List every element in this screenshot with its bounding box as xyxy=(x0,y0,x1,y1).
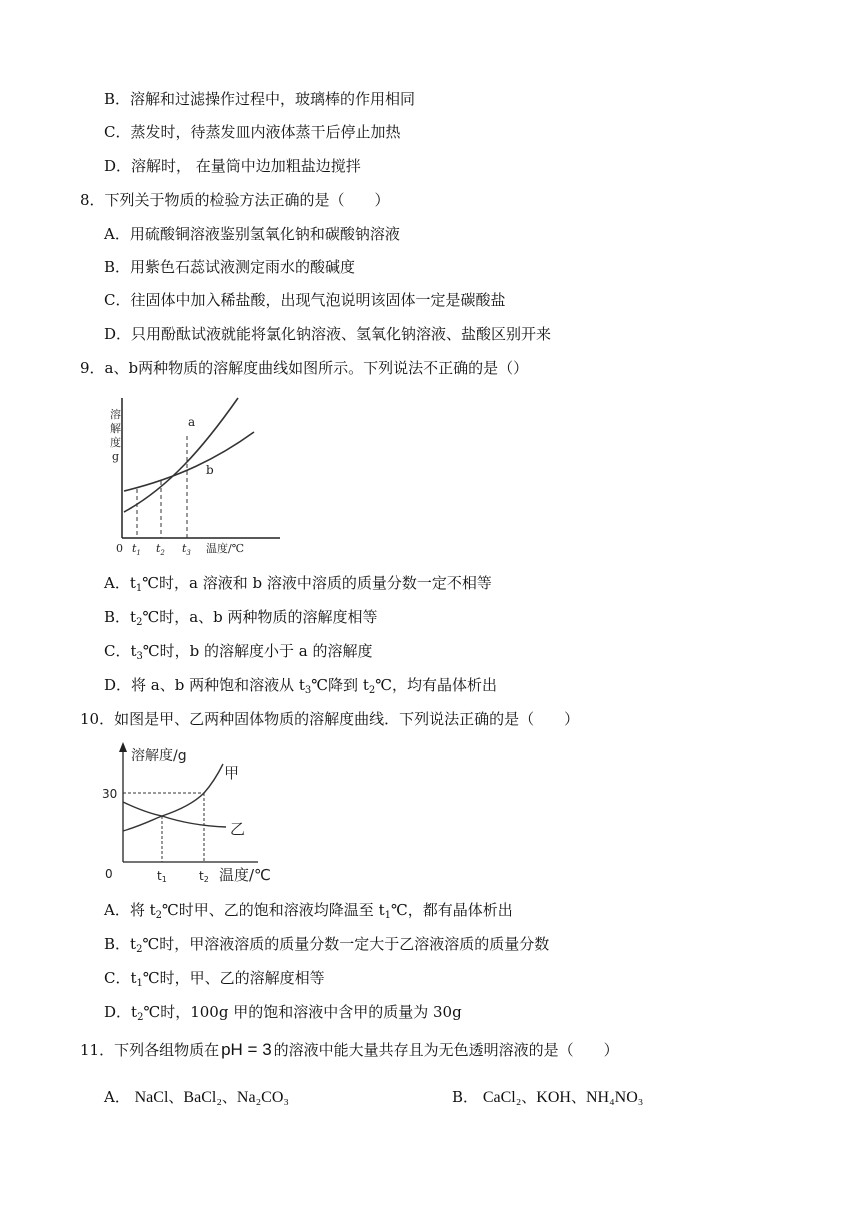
q9-ylabel-1: 溶 xyxy=(110,408,121,421)
q9-curve-b xyxy=(124,432,254,491)
q8-option-a: A．用硫酸铜溶液鉴别氢氧化钠和碳酸钠溶液 xyxy=(104,225,400,243)
q9-option-c: C．$t_3℃$时，b 的溶解度小于 a 的溶解度 xyxy=(104,642,373,662)
q11-stem: 11．下列各组物质在 pH = 3 的溶液中能大量共存且为无色透明溶液的是（ ） xyxy=(80,1040,619,1059)
q9-solubility-figure xyxy=(108,388,288,560)
q10-curve-jia xyxy=(123,764,223,831)
q10-option-d: D．$t_2℃$时，100g 甲的饱和溶液中含甲的质量为 30g xyxy=(104,1003,462,1023)
q10-option-b: B．$t_2℃$时，甲溶液溶质的质量分数一定大于乙溶液溶质的质量分数 xyxy=(104,935,550,955)
q10-option-c: C．$t_1℃$时，甲、乙的溶解度相等 xyxy=(104,969,325,989)
q10-stem: 10．如图是甲、乙两种固体物质的溶解度曲线．下列说法正确的是（ ） xyxy=(80,710,580,728)
q9-ylabel-3: 度 xyxy=(110,436,121,449)
q7-option-b: B．溶解和过滤操作过程中，玻璃棒的作用相同 xyxy=(104,90,416,108)
q9-ylabel-4: g xyxy=(112,450,120,463)
q10-tick-t2: t2 xyxy=(199,869,209,884)
q11-option-b: B． CaCl₂、KOH、NH₄NO₃ xyxy=(452,1088,644,1106)
q8-option-d: D．只用酚酞试液就能将氯化钠溶液、氢氧化钠溶液、盐酸区别开来 xyxy=(104,325,552,343)
q9-origin: 0 xyxy=(116,542,123,555)
q9-curve-a xyxy=(124,398,238,512)
q9-option-d: D．将 a、b 两种饱和溶液从 $t_3℃$降到 $t_2℃$，均有晶体析出 xyxy=(104,676,498,696)
q10-label-yi: 乙 xyxy=(230,820,246,838)
q8-option-b: B．用紫色石蕊试液测定雨水的酸碱度 xyxy=(104,258,356,276)
q9-tick-t1: $t_1$ xyxy=(132,542,141,557)
q11-option-a: A． NaCl、BaCl₂、Na₂CO₃ xyxy=(104,1088,289,1106)
q9-xlabel: 温度/℃ xyxy=(206,542,245,555)
q10-y-arrow xyxy=(119,742,127,752)
q10-origin: 0 xyxy=(105,867,113,881)
q9-tick-t2: $t_2$ xyxy=(156,542,165,557)
q10-ylabel: 溶解度/g xyxy=(131,748,187,764)
q10-y-30: 30 xyxy=(102,787,118,801)
q10-xlabel: 温度/℃ xyxy=(219,866,271,884)
q7-option-d: D．溶解时， 在量筒中边加粗盐边搅拌 xyxy=(104,157,361,175)
q9-tick-t3: $t_3$ xyxy=(182,542,191,557)
q10-solubility-figure xyxy=(100,740,280,886)
q9-option-b: B．$t_2℃$时，a、b 两种物质的溶解度相等 xyxy=(104,608,378,628)
q9-stem: 9．a、b两种物质的溶解度曲线如图所示。下列说法不正确的是（） xyxy=(80,359,529,377)
q10-tick-t1: t1 xyxy=(157,869,167,884)
q9-option-a: A．$t_1℃$时，a 溶液和 b 溶液中溶质的质量分数一定不相等 xyxy=(104,574,492,594)
q8-stem: 8．下列关于物质的检验方法正确的是（ ） xyxy=(80,191,390,209)
q10-curve-yi xyxy=(123,802,226,827)
q9-ylabel-2: 解 xyxy=(110,422,121,435)
q11-ph-expression: pH = 3 xyxy=(221,1040,272,1059)
q7-option-c: C．蒸发时，待蒸发皿内液体蒸干后停止加热 xyxy=(104,123,401,141)
q9-label-b: b xyxy=(206,463,214,477)
q9-label-a: a xyxy=(188,415,196,429)
q10-option-a: A．将 $t_2℃$时甲、乙的饱和溶液均降温至 $t_1℃$，都有晶体析出 xyxy=(104,901,513,921)
q10-label-jia: 甲 xyxy=(224,764,240,782)
q8-option-c: C．往固体中加入稀盐酸，出现气泡说明该固体一定是碳酸盐 xyxy=(104,291,506,309)
